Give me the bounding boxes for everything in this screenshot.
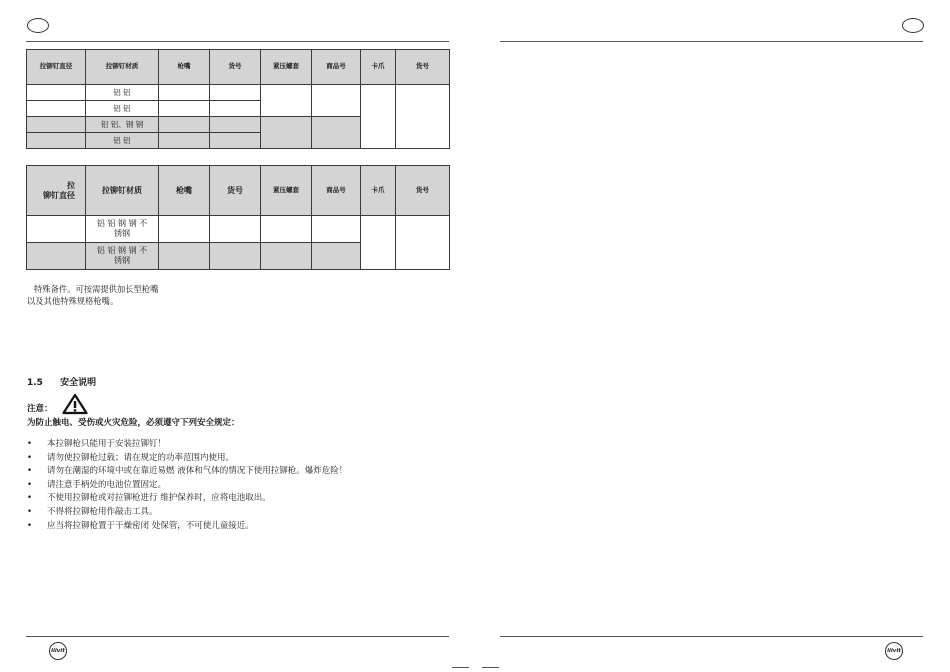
page-edge-mark-left (452, 667, 469, 668)
cell-product-number (312, 243, 361, 270)
bullet: • (27, 479, 33, 490)
header-rivet-diameter: 拉铆钉直径 (27, 50, 86, 85)
cell-item-number-2 (396, 85, 450, 149)
cell-clamp-sleeve (261, 216, 312, 243)
header-nozzle: 枪嘴 (159, 50, 210, 85)
list-item (27, 479, 347, 493)
page-edge-mark-right (482, 667, 499, 668)
header-item-number: 货号 (210, 50, 261, 85)
cell-diameter (27, 216, 86, 243)
cell-jaw (361, 216, 396, 270)
rule-text: 不得将拉铆枪用作敲击工具。 (47, 506, 158, 517)
list-item (27, 438, 347, 452)
cell-nozzle (159, 101, 210, 117)
list-item (27, 465, 347, 479)
cell-nozzle (159, 133, 210, 149)
header-clamp-sleeve: 紧压螺套 (261, 166, 312, 216)
note-line-2: 以及其他特殊规格枪嘴。 (27, 296, 119, 306)
header-item-number-2: 货号 (396, 166, 450, 216)
bullet: • (27, 466, 33, 477)
cell-diameter (27, 85, 86, 101)
rule-text: 请注意手柄处的电池位置固定。 (47, 479, 167, 490)
safety-rules-list (27, 438, 347, 533)
header-rule-left (26, 41, 449, 42)
cell-material: 铝 铝 (86, 85, 159, 101)
cell-material: 铝 铝 (86, 133, 159, 149)
cell-material: 铝 铝 (86, 101, 159, 117)
section-heading (27, 375, 96, 388)
header-clamp-sleeve: 紧压螺套 (261, 50, 312, 85)
caution-label: 注意： (27, 404, 53, 414)
cell-nozzle (159, 243, 210, 270)
header-jaw: 卡爪 (361, 166, 396, 216)
brand-logo-right: iiivit (885, 642, 903, 660)
header-item-number: 货号 (210, 166, 261, 216)
warning-triangle-icon (62, 393, 88, 415)
cell-clamp-sleeve (261, 243, 312, 270)
list-item (27, 520, 347, 534)
rule-text: 请勿在潮湿的环境中或在靠近易燃 液体和气体的情况下使用拉铆枪。爆炸危险！ (47, 466, 348, 477)
footer-rule-left (26, 636, 449, 637)
header-rivet-diameter-text: 拉 铆钉直径 (43, 180, 75, 200)
special-parts-note (27, 283, 158, 307)
cell-item-number (210, 133, 261, 149)
bullet: • (27, 452, 33, 463)
bullet: • (27, 493, 33, 504)
footer-rule-right (500, 636, 923, 637)
bullet: • (27, 439, 33, 449)
cell-material (86, 243, 159, 270)
header-rivet-material: 拉铆钉材质 (86, 50, 159, 85)
bullet: • (27, 520, 33, 531)
header-rule-right (500, 41, 923, 42)
cell-nozzle (159, 216, 210, 243)
cell-product-number (312, 117, 361, 149)
cell-item-number-2 (396, 216, 450, 270)
rule-text: 不使用拉铆枪或对拉铆枪进行 维护保养时，应将电池取出。 (47, 493, 271, 504)
header-item-number-2: 货号 (396, 50, 450, 85)
cell-item-number (210, 243, 261, 270)
cell-item-number (210, 117, 261, 133)
page-marker-oval-right (902, 18, 924, 33)
cell-item-number (210, 216, 261, 243)
cell-item-number (210, 85, 261, 101)
rivet-spec-table-1 (26, 49, 450, 149)
cell-material-text: 铝 铝 钢 钢 不 锈钢 (96, 219, 148, 238)
list-item (27, 506, 347, 520)
warning-heading: 为防止触电、受伤或火灾危险，必须遵守下列安全规定： (27, 418, 240, 428)
section-number: 1.5 (27, 378, 43, 388)
list-item (27, 452, 347, 466)
header-product-number: 商品号 (312, 50, 361, 85)
brand-logo-left: iiivit (49, 642, 67, 660)
header-rivet-diameter (27, 166, 86, 216)
cell-nozzle (159, 117, 210, 133)
header-rivet-material: 拉铆钉材质 (86, 166, 159, 216)
rule-text: 应当将拉铆枪置于干燥密闭 处保管，不可使儿童接近。 (47, 520, 254, 531)
cell-product-number (312, 216, 361, 243)
header-nozzle: 枪嘴 (159, 166, 210, 216)
cell-material: 铝 铝、钢 钢 (86, 117, 159, 133)
cell-item-number (210, 101, 261, 117)
cell-material (86, 216, 159, 243)
cell-material-text: 铝 铝 钢 钢 不 锈钢 (96, 246, 148, 265)
rivet-spec-table-2 (26, 165, 450, 270)
cell-diameter (27, 117, 86, 133)
list-item (27, 492, 347, 506)
header-product-number: 商品号 (312, 166, 361, 216)
section-title: 安全说明 (60, 378, 97, 388)
cell-nozzle (159, 85, 210, 101)
page-marker-oval-left (27, 18, 49, 33)
note-line-1: 特殊备件。可按需提供加长型枪嘴 (34, 284, 159, 294)
bullet: • (27, 506, 33, 517)
cell-clamp-sleeve (261, 85, 312, 117)
rule-text: 请勿使拉铆枪过载；请在规定的功率范围内使用。 (47, 452, 235, 463)
cell-product-number (312, 85, 361, 117)
cell-jaw (361, 85, 396, 149)
cell-diameter (27, 133, 86, 149)
cell-diameter (27, 101, 86, 117)
cell-clamp-sleeve (261, 117, 312, 149)
rule-text: 本拉铆枪只能用于安装拉铆钉！ (47, 439, 167, 449)
cell-diameter (27, 243, 86, 270)
header-jaw: 卡爪 (361, 50, 396, 85)
